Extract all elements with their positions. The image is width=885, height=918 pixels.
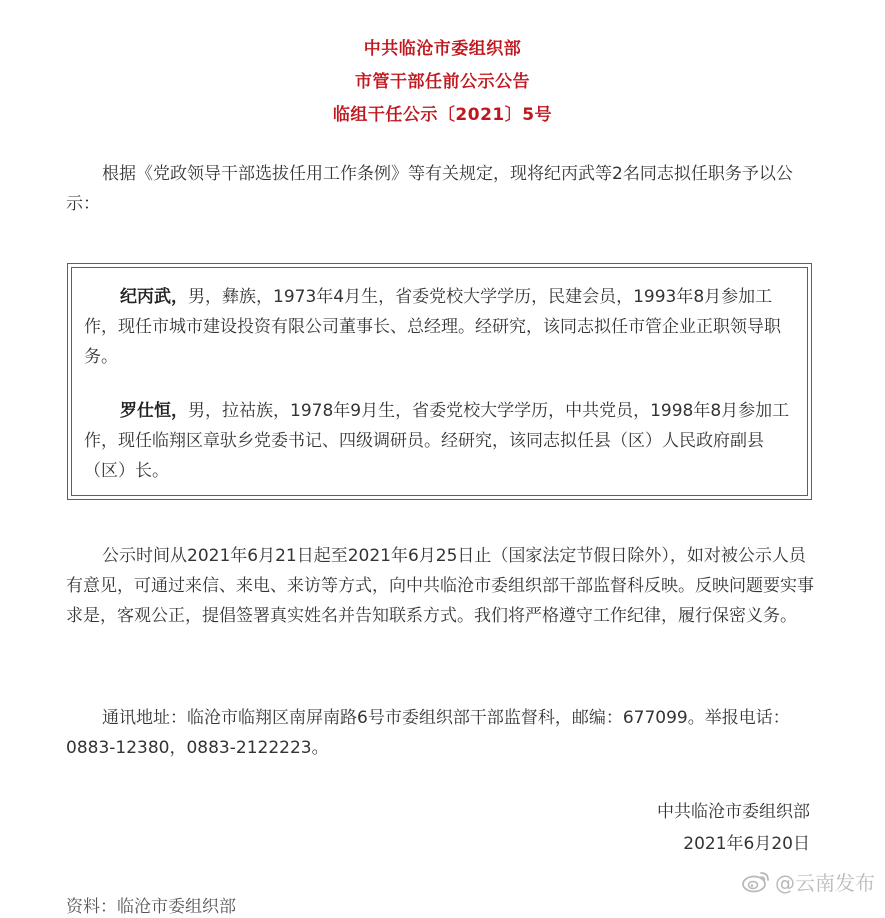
candidate-entry-1 xyxy=(84,282,796,372)
contact-paragraph: 通讯地址：临沧市临翔区南屏南路6号市委组织部干部监督科，邮编：677099。举报电话：0883-12380，0883-2122223。 xyxy=(66,708,790,758)
candidate-name: 罗仕恒， xyxy=(120,401,188,421)
notice-org-title: 中共临沧市委组织部 xyxy=(363,39,522,59)
signature-date: 2021年6月20日 xyxy=(683,834,810,854)
candidates-box xyxy=(67,263,812,500)
candidate-name: 纪丙武， xyxy=(120,287,188,307)
signature-org: 中共临沧市委组织部 xyxy=(657,802,810,822)
intro-paragraph: 根据《党政领导干部选拔任用工作条例》等有关规定，现将纪丙武等2名同志拟任职务予以公示： xyxy=(66,164,793,214)
watermark-text: @云南发布 xyxy=(775,870,875,895)
candidate-details: 男，彝族，1973年4月生，省委党校大学学历，民建会员，1993年8月参加工作，现任市城市建设投资有限公司董事长、总经理。经研究，该同志拟任市管企业正职领导职务。 xyxy=(84,287,781,367)
weibo-icon xyxy=(741,869,771,893)
notice-heading: 市管干部任前公示公告 xyxy=(355,72,530,92)
notice-paragraph: 公示时间从2021年6月21日起至2021年6月25日止（国家法定节假日除外），如对被公示人员有意见，可通过来信、来电、来访等方式，向中共临沧市委组织部干部监督科反映。反映问题要实事求是，客观公正，提倡签署真实姓名并告知联系方式。我们将严格遵守工作纪律，履行保密义务。 xyxy=(66,546,814,626)
candidate-entry-2 xyxy=(84,396,796,486)
document-number: 临组干任公示〔2021〕5号 xyxy=(332,105,553,125)
candidate-details: 男，拉祜族，1978年9月生，省委党校大学学历，中共党员，1998年8月参加工作，现任临翔区章驮乡党委书记、四级调研员。经研究，该同志拟任县（区）人民政府副县（区）长。 xyxy=(84,401,790,481)
watermark xyxy=(741,866,875,896)
source-line: 资料：临沧市委组织部 xyxy=(66,897,236,917)
